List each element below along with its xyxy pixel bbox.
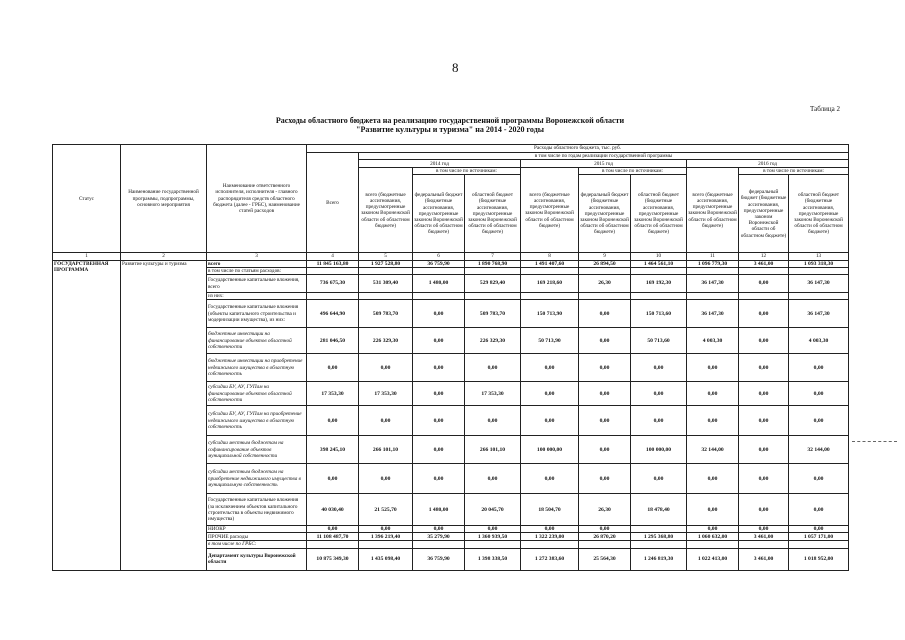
column-number: 6 [413,253,465,260]
row-label: в том числе по статьям расходов: [207,267,307,274]
header-2014-total: всего (бюджетные ассигнования, предусмотренные законом Воронежской области об областном бюджете) [359,168,413,253]
value-cell: 0,00 [359,354,413,382]
value-cell: 0,00 [687,494,739,526]
value-cell [789,267,849,274]
value-cell: 0,00 [465,464,521,494]
value-cell: 35 279,90 [413,533,465,541]
value-cell: 529 829,40 [465,275,521,293]
value-cell: 18 478,40 [631,494,687,526]
value-cell: 40 030,40 [307,494,359,526]
value-cell: 1 398 338,50 [465,548,521,570]
value-cell: 398 245,10 [307,436,359,464]
value-cell: 226 329,30 [465,328,521,354]
value-cell: 0,00 [413,436,465,464]
value-cell: 0,00 [521,464,579,494]
header-by-years: в том числе по годам реализации государственной программы [359,153,849,160]
value-cell [687,293,739,300]
value-cell: 0,00 [789,354,849,382]
program-name-cell: Развитие культуры и туризма [121,260,207,570]
value-cell: 100 000,00 [521,436,579,464]
value-cell: 0,00 [359,464,413,494]
value-cell: 169 218,60 [521,275,579,293]
table-row [53,260,849,267]
value-cell: 1 272 383,60 [521,548,579,570]
value-cell: 0,00 [413,526,465,533]
value-cell: 1 491 407,60 [521,260,579,267]
value-cell: 0,00 [789,406,849,436]
row-label: всего [207,260,307,267]
value-cell: 0,00 [307,526,359,533]
column-number: 7 [465,253,521,260]
value-cell: 50 713,90 [521,328,579,354]
value-cell: 1 322 239,00 [521,533,579,541]
value-cell [465,293,521,300]
header-2014-sources: в том числе по источникам: [413,168,521,175]
header-2015-federal: федеральный бюджет (бюджетные ассигнования, предусмотренные законом Воронежской области об областном бюджете) [579,175,631,253]
value-cell [789,293,849,300]
value-cell: 266 101,10 [359,436,413,464]
value-cell: 3 461,00 [739,548,789,570]
value-cell: 509 783,70 [359,300,413,328]
header-year-2014: 2014 год [359,160,521,168]
header-2016-total: всего (бюджетные ассигнования, предусмотренные законом Воронежской области об областном бюджете) [687,168,739,253]
value-cell: 0,00 [359,526,413,533]
value-cell [413,541,465,548]
row-label: субсидии БУ, АУ, ГУПам на приобретение недвижимого имущества в областную собственность [207,406,307,436]
value-cell: 1 480,00 [413,275,465,293]
table-label: Таблица 2 [810,105,840,113]
value-cell [307,267,359,274]
value-cell: 531 309,40 [359,275,413,293]
value-cell: 1 022 413,00 [687,548,739,570]
row-label: в том числе по ГРБС: [207,541,307,548]
value-cell: 11 108 487,70 [307,533,359,541]
value-cell: 1 480,00 [413,494,465,526]
value-cell [521,267,579,274]
value-cell [413,267,465,274]
value-cell: 0,00 [631,464,687,494]
value-cell: 26 894,50 [579,260,631,267]
header-2016-federal: федеральный бюджет (бюджетные ассигнования, предусмотренные законом Воронежской области об областном бюджете) [739,175,789,253]
value-cell: 1 435 098,40 [359,548,413,570]
value-cell: 36 147,30 [687,275,739,293]
row-label: Государственные капитальные вложения (объекты капитального строительства и модернизации имущества), из них: [207,300,307,328]
value-cell [359,541,413,548]
value-cell: 0,00 [687,526,739,533]
value-cell: 50 713,60 [631,328,687,354]
row-label: из них: [207,293,307,300]
row-label: Департамент культуры Воронежской области [207,548,307,570]
value-cell [359,293,413,300]
value-cell: 4 003,30 [789,328,849,354]
title-line-2: "Развитие культуры и туризма" на 2014 - 2020 годы [356,125,544,134]
value-cell: 32 144,00 [687,436,739,464]
value-cell: 0,00 [631,354,687,382]
value-cell: 0,00 [739,464,789,494]
value-cell [687,541,739,548]
value-cell: 0,00 [789,526,849,533]
row-label: субсидии местным бюджетам на софинансирование объектов муниципальной собственности [207,436,307,464]
value-cell: 0,00 [739,494,789,526]
value-cell: 36 147,30 [687,300,739,328]
value-cell: 0,00 [307,406,359,436]
value-cell [687,267,739,274]
value-cell: 496 644,90 [307,300,359,328]
value-cell: 36 759,90 [413,548,465,570]
status-cell: ГОСУДАРСТВЕННАЯ ПРОГРАММА [53,260,121,570]
value-cell: 0,00 [739,300,789,328]
value-cell [521,541,579,548]
value-cell: 1 396 219,40 [359,533,413,541]
header-program-name: Наименование государственной программы, подпрограммы, основного мероприятия [121,145,207,253]
value-cell: 18 504,70 [521,494,579,526]
header-2015-total: всего (бюджетные ассигнования, предусмотренные законом Воронежской области об областном бюджете) [521,168,579,253]
header-expenses: Расходы областного бюджета, тыс. руб. [307,145,849,153]
value-cell: 0,00 [631,406,687,436]
value-cell: 0,00 [789,494,849,526]
value-cell: 0,00 [579,300,631,328]
row-label: НИОКР [207,526,307,533]
value-cell [739,267,789,274]
value-cell: 226 329,30 [359,328,413,354]
value-cell: 11 845 163,80 [307,260,359,267]
value-cell: 20 045,70 [465,494,521,526]
value-cell: 25 564,30 [579,548,631,570]
value-cell [631,541,687,548]
column-number-row [53,253,849,260]
header-year-2015: 2015 год [521,160,687,168]
value-cell: 0,00 [579,526,631,533]
value-cell: 0,00 [579,328,631,354]
column-number: 5 [359,253,413,260]
value-cell: 1 057 171,00 [789,533,849,541]
value-cell: 0,00 [413,300,465,328]
value-cell: 17 353,30 [465,382,521,406]
value-cell: 10 875 349,30 [307,548,359,570]
value-cell: 21 525,70 [359,494,413,526]
value-cell: 266 101,10 [465,436,521,464]
value-cell: 1 295 368,80 [631,533,687,541]
row-label: субсидии БУ, АУ, ГУПам на финансирование объектов областной собственности [207,382,307,406]
value-cell: 150 713,90 [521,300,579,328]
value-cell: 736 675,30 [307,275,359,293]
value-cell: 0,00 [413,328,465,354]
value-cell: 0,00 [789,382,849,406]
value-cell [359,267,413,274]
value-cell: 26 870,20 [579,533,631,541]
value-cell: 0,00 [687,354,739,382]
column-number: 8 [521,253,579,260]
margin-dash [852,441,897,442]
value-cell: 0,00 [687,406,739,436]
value-cell: 26,30 [579,494,631,526]
value-cell: 0,00 [579,436,631,464]
value-cell [465,267,521,274]
value-cell: 0,00 [413,354,465,382]
value-cell: 36 759,90 [413,260,465,267]
value-cell: 17 353,30 [359,382,413,406]
value-cell: 3 461,00 [739,260,789,267]
value-cell: 0,00 [739,354,789,382]
column-number: 12 [739,253,789,260]
value-cell: 1 096 779,30 [687,260,739,267]
value-cell: 0,00 [579,406,631,436]
column-number: 4 [307,253,359,260]
value-cell: 36 147,30 [789,300,849,328]
value-cell: 1 018 952,00 [789,548,849,570]
value-cell: 1 464 561,10 [631,260,687,267]
value-cell [579,293,631,300]
value-cell: 509 783,70 [465,300,521,328]
column-number: 9 [579,253,631,260]
value-cell: 169 192,30 [631,275,687,293]
value-cell: 0,00 [789,464,849,494]
header-2016-regional: областной бюджет (бюджетные ассигнования, предусмотренные законом Воронежской области об областном бюджете) [789,175,849,253]
row-label: Государственные капитальные вложения, всего [207,275,307,293]
row-label: ПРОЧИЕ расходы [207,533,307,541]
column-number: 13 [789,253,849,260]
header-2016-sources: в том числе по источникам: [739,168,849,175]
row-label: бюджетные инвестиции на приобретение недвижимого имущества в областную собственность [207,354,307,382]
value-cell: 0,00 [687,382,739,406]
value-cell: 0,00 [739,526,789,533]
value-cell: 0,00 [631,382,687,406]
value-cell [739,541,789,548]
value-cell [631,293,687,300]
column-number: 2 [121,253,207,260]
title-line-1: Расходы областного бюджета на реализацию государственной программы Воронежской области [275,116,625,125]
value-cell [631,526,687,533]
row-label: бюджетные инвестиции на финансирование объектов областной собственности [207,328,307,354]
value-cell: 26,30 [579,275,631,293]
value-cell: 3 461,00 [739,533,789,541]
value-cell: 0,00 [739,275,789,293]
column-number: 3 [207,253,307,260]
value-cell: 0,00 [521,382,579,406]
value-cell: 0,00 [579,354,631,382]
value-cell [307,293,359,300]
header-2015-sources: в том числе по источникам: [579,168,687,175]
value-cell: 0,00 [579,382,631,406]
value-cell [739,293,789,300]
value-cell: 0,00 [739,328,789,354]
value-cell: 1 060 632,00 [687,533,739,541]
value-cell: 0,00 [413,464,465,494]
header-total: Всего [307,153,359,253]
value-cell: 1 927 528,80 [359,260,413,267]
value-cell [521,293,579,300]
budget-table [52,144,849,571]
value-cell: 17 353,30 [307,382,359,406]
value-cell: 1 890 768,90 [465,260,521,267]
value-cell [579,267,631,274]
header-year-2016: 2016 год [687,160,849,168]
value-cell: 0,00 [687,464,739,494]
value-cell: 0,00 [521,354,579,382]
value-cell: 0,00 [739,436,789,464]
value-cell: 0,00 [359,406,413,436]
value-cell: 0,00 [307,464,359,494]
value-cell: 0,00 [465,526,521,533]
value-cell [465,541,521,548]
value-cell: 0,00 [413,406,465,436]
value-cell: 0,00 [739,382,789,406]
value-cell: 0,00 [465,354,521,382]
value-cell: 0,00 [413,382,465,406]
value-cell: 0,00 [521,526,579,533]
value-cell: 4 003,30 [687,328,739,354]
row-label: субсидии местным бюджетам на приобретение недвижимого имущества в муниципальную собственность [207,464,307,494]
value-cell: 1 093 318,30 [789,260,849,267]
value-cell [789,541,849,548]
value-cell: 36 147,30 [789,275,849,293]
value-cell: 0,00 [465,406,521,436]
value-cell: 32 144,00 [789,436,849,464]
header-2014-federal: федеральный бюджет (бюджетные ассигнования, предусмотренные законом Воронежской области об областном бюджете) [413,175,465,253]
value-cell: 0,00 [307,354,359,382]
value-cell [413,293,465,300]
page-number: 8 [452,60,459,75]
value-cell [307,541,359,548]
header-executor: Наименование ответственного исполнителя, исполнителя - главного распорядителя средств областного бюджета (далее - ГРБС), наименование статей расходов [207,145,307,253]
column-number: 11 [687,253,739,260]
value-cell: 1 360 939,50 [465,533,521,541]
column-number: 1 [53,253,121,260]
header-2014-regional: областной бюджет (бюджетные ассигнования, предусмотренные законом Воронежской области об областном бюджете) [465,175,521,253]
value-cell: 100 000,00 [631,436,687,464]
value-cell: 0,00 [521,406,579,436]
column-number: 10 [631,253,687,260]
row-label: Государственные капитальные вложения (за исключением объектов капитального строительства в объекты недвижимого имущества) [207,494,307,526]
value-cell [631,267,687,274]
value-cell [579,541,631,548]
value-cell: 0,00 [739,406,789,436]
value-cell: 0,00 [579,464,631,494]
header-2015-regional: областной бюджет (бюджетные ассигнования, предусмотренные законом Воронежской области об областном бюджете) [631,175,687,253]
value-cell: 281 046,50 [307,328,359,354]
document-title [200,116,700,134]
value-cell: 1 246 819,30 [631,548,687,570]
header-status: Статус [53,145,121,253]
value-cell: 150 713,60 [631,300,687,328]
